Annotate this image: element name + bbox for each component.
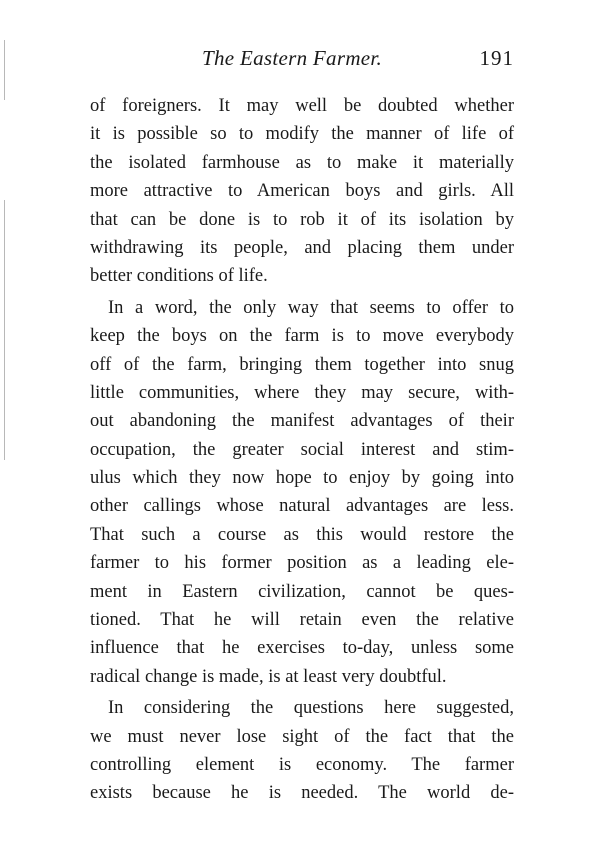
page-edge-mark — [4, 200, 5, 460]
text-line: radical change is made, is at least very doubtful. — [90, 666, 447, 687]
text-line: ulus which they now hope to enjoy by going into — [90, 468, 514, 489]
text-line: we must never lose sight of the fact that the — [90, 726, 514, 747]
text-line: that can be done is to rob it of its isolation by — [90, 209, 514, 230]
paragraph — [90, 92, 514, 291]
page-number: 191 — [479, 46, 514, 70]
text-line: controlling element is economy. The farmer — [90, 754, 514, 775]
text-line: the isolated farmhouse as to make it materially — [90, 152, 514, 173]
paragraph — [90, 294, 514, 691]
text-line: tioned. That he will retain even the relative — [90, 610, 514, 631]
text-line: That such a course as this would restore the — [90, 524, 514, 545]
text-line: it is possible so to modify the manner of life of — [90, 124, 514, 145]
text-line: withdrawing its people, and placing them under — [90, 237, 514, 258]
text-line: In considering the questions here suggested, — [108, 698, 514, 719]
text-line: influence that he exercises to-day, unless some — [90, 638, 514, 659]
text-line: little communities, where they may secure, with- — [90, 382, 514, 403]
text-line: more attractive to American boys and girls. All — [90, 181, 514, 202]
text-line: off of the farm, bringing them together into snug — [90, 354, 514, 375]
text-line: occupation, the greater social interest and stim- — [90, 439, 514, 460]
page-edge-mark — [4, 40, 5, 100]
paragraph — [90, 694, 514, 808]
body-text — [90, 92, 514, 808]
text-line: exists because he is needed. The world de- — [90, 783, 514, 804]
running-head — [90, 46, 514, 76]
text-line: other callings whose natural advantages are less. — [90, 496, 514, 517]
text-line: keep the boys on the farm is to move everybody — [90, 326, 514, 347]
text-line: out abandoning the manifest advantages of their — [90, 411, 514, 432]
text-line: ment in Eastern civilization, cannot be ques- — [90, 581, 514, 602]
text-line: In a word, the only way that seems to offer to — [108, 297, 514, 318]
text-line: farmer to his former position as a leading ele- — [90, 553, 514, 574]
text-line: better conditions of life. — [90, 266, 268, 287]
running-title: The Eastern Farmer. — [202, 46, 383, 70]
text-line: of foreigners. It may well be doubted whether — [90, 96, 514, 116]
